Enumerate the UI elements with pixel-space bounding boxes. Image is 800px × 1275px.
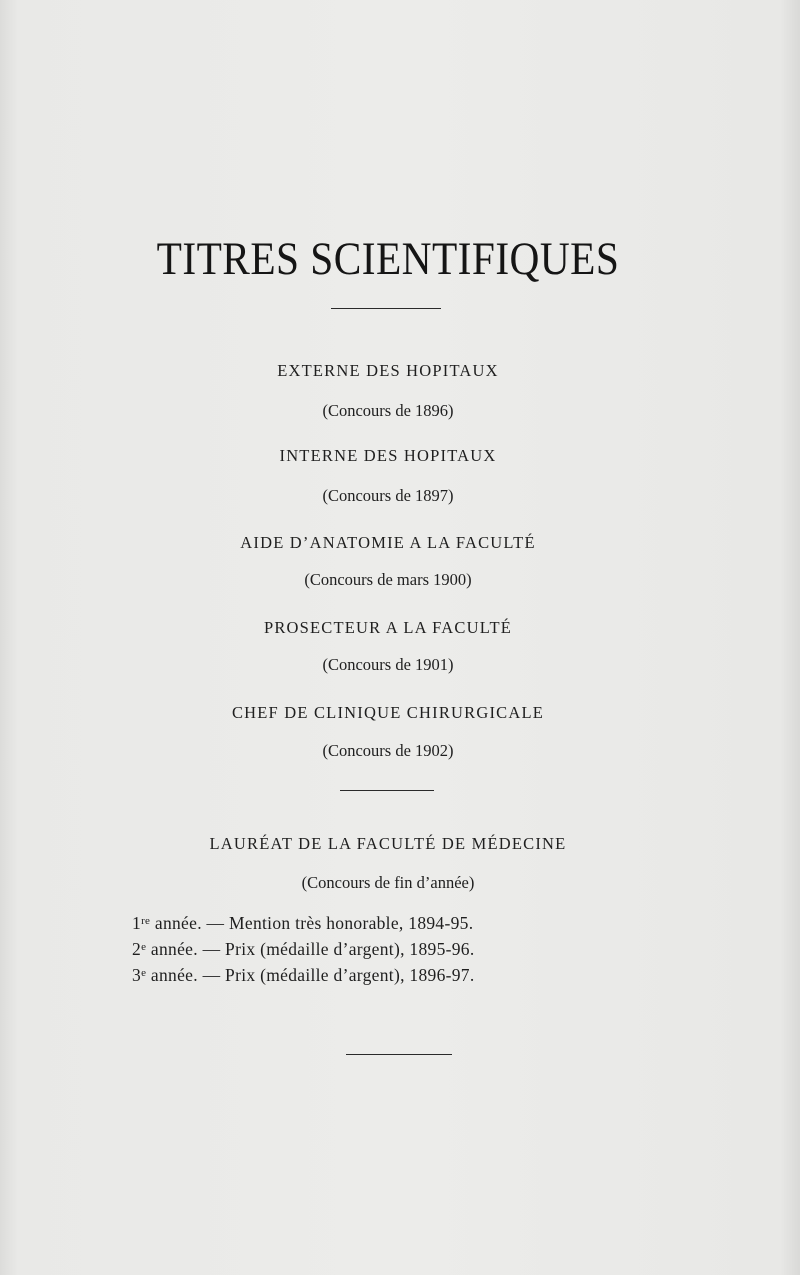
entry-detail: (Concours de 1902) bbox=[322, 741, 454, 760]
section-rule bbox=[340, 790, 434, 791]
entry-detail: (Concours de 1901) bbox=[322, 655, 454, 674]
entry-detail: (Concours de 1896) bbox=[322, 401, 454, 420]
year-number: 1 bbox=[132, 913, 142, 933]
page-title: TITRES SCIENTIFIQUES bbox=[156, 233, 620, 285]
ordinal-suffix: re bbox=[141, 915, 151, 927]
entry-heading: EXTERNE DES HOPITAUX bbox=[277, 361, 499, 380]
entry-heading: AIDE D’ANATOMIE A LA FACULTÉ bbox=[240, 533, 536, 552]
entry-detail: (Concours de 1897) bbox=[322, 486, 454, 505]
laureat-detail: (Concours de fin d’année) bbox=[301, 873, 475, 892]
year-list bbox=[132, 909, 652, 987]
entry-heading: CHEF DE CLINIQUE CHIRURGICALE bbox=[231, 703, 545, 722]
year-line bbox=[132, 961, 652, 987]
year-text: année. — Prix (médaille d’argent), 1896-97. bbox=[146, 965, 475, 985]
laureat-heading: LAURÉAT DE LA FACULTÉ DE MÉDECINE bbox=[209, 834, 567, 853]
year-text: année. — Mention très honorable, 1894-95. bbox=[150, 913, 474, 933]
year-text: année. — Prix (médaille d’argent), 1895-96. bbox=[146, 939, 475, 959]
year-line bbox=[132, 935, 652, 961]
entry-heading: INTERNE DES HOPITAUX bbox=[279, 446, 497, 465]
ordinal-suffix: e bbox=[141, 967, 147, 979]
closing-rule bbox=[346, 1054, 452, 1055]
year-number: 2 bbox=[132, 939, 142, 959]
entry-heading: PROSECTEUR A LA FACULTÉ bbox=[263, 618, 513, 637]
title-rule bbox=[331, 308, 441, 309]
year-line bbox=[132, 909, 652, 935]
entry-detail: (Concours de mars 1900) bbox=[304, 570, 472, 589]
year-number: 3 bbox=[132, 965, 142, 985]
ordinal-suffix: e bbox=[141, 941, 147, 953]
